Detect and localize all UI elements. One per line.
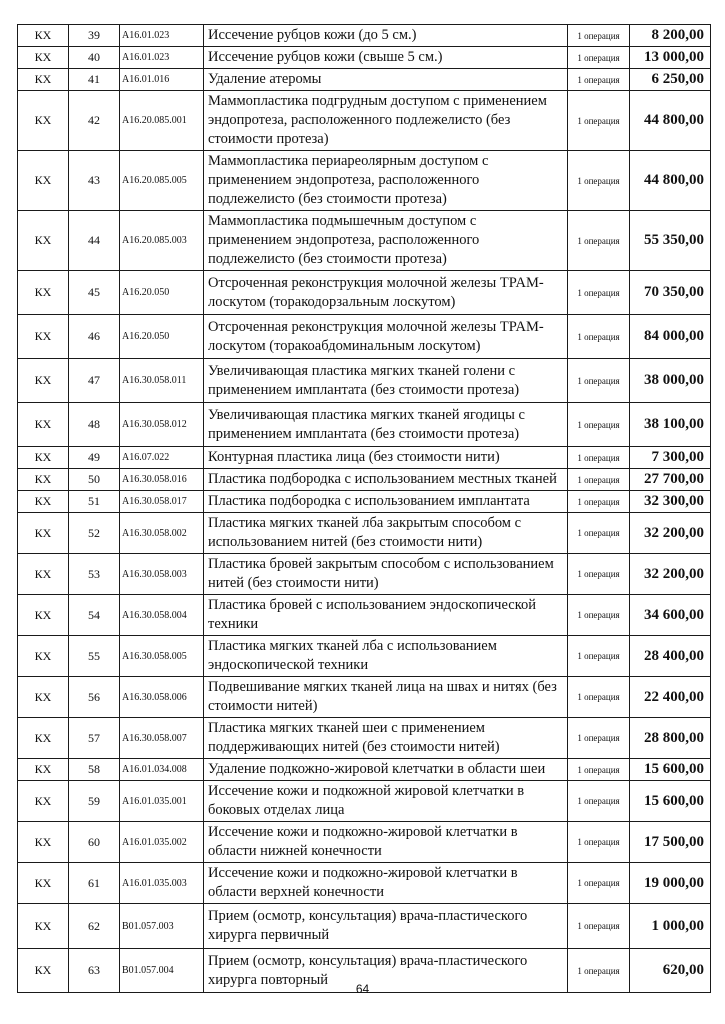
service-code-cell: A16.30.058.002 <box>120 513 204 554</box>
service-code-cell: A16.07.022 <box>120 447 204 469</box>
unit-cell: 1 операция <box>568 822 630 863</box>
unit-cell: 1 операция <box>568 359 630 403</box>
section-code-cell: КХ <box>18 271 69 315</box>
service-code-cell: A16.01.023 <box>120 47 204 69</box>
table-row <box>18 554 711 595</box>
service-code-cell: A16.20.050 <box>120 271 204 315</box>
section-code-cell: КХ <box>18 359 69 403</box>
section-code-cell: КХ <box>18 677 69 718</box>
section-code-cell: КХ <box>18 718 69 759</box>
price-cell: 70 350,00 <box>630 271 711 315</box>
unit-cell: 1 операция <box>568 211 630 271</box>
unit-cell: 1 операция <box>568 759 630 781</box>
service-code-cell: A16.01.016 <box>120 69 204 91</box>
table-row <box>18 25 711 47</box>
section-code-cell: КХ <box>18 759 69 781</box>
service-code-cell: A16.30.058.006 <box>120 677 204 718</box>
unit-cell: 1 операция <box>568 904 630 949</box>
unit-cell: 1 операция <box>568 403 630 447</box>
price-cell: 32 200,00 <box>630 513 711 554</box>
section-code-cell: КХ <box>18 636 69 677</box>
service-code-cell: A16.30.058.016 <box>120 469 204 491</box>
service-name-cell: Иссечение кожи и подкожной жировой клетчатки в боковых отделах лица <box>204 781 568 822</box>
service-code-cell: A16.01.035.002 <box>120 822 204 863</box>
row-number-cell: 44 <box>69 211 120 271</box>
service-code-cell: A16.30.058.012 <box>120 403 204 447</box>
row-number-cell: 58 <box>69 759 120 781</box>
section-code-cell: КХ <box>18 513 69 554</box>
unit-cell: 1 операция <box>568 271 630 315</box>
price-cell: 55 350,00 <box>630 211 711 271</box>
row-number-cell: 39 <box>69 25 120 47</box>
price-cell: 17 500,00 <box>630 822 711 863</box>
row-number-cell: 62 <box>69 904 120 949</box>
price-cell: 32 300,00 <box>630 491 711 513</box>
row-number-cell: 50 <box>69 469 120 491</box>
table-row <box>18 69 711 91</box>
price-cell: 15 600,00 <box>630 781 711 822</box>
price-list-sheet <box>17 24 710 993</box>
service-code-cell: A16.20.085.001 <box>120 91 204 151</box>
table-row <box>18 271 711 315</box>
table-row <box>18 636 711 677</box>
price-cell: 84 000,00 <box>630 315 711 359</box>
service-name-cell: Прием (осмотр, консультация) врача-пластического хирурга повторный <box>204 949 568 993</box>
service-name-cell: Отсроченная реконструкция молочной железы TPAM-лоскутом (торакоабдоминальным лоскутом) <box>204 315 568 359</box>
service-name-cell: Отсроченная реконструкция молочной железы TPAM-лоскутом (торакодорзальным лоскутом) <box>204 271 568 315</box>
unit-cell: 1 операция <box>568 781 630 822</box>
service-name-cell: Увеличивающая пластика мягких тканей голени с применением имплантата (без стоимости протеза) <box>204 359 568 403</box>
table-row <box>18 718 711 759</box>
service-code-cell: A16.20.085.003 <box>120 211 204 271</box>
section-code-cell: КХ <box>18 822 69 863</box>
service-name-cell: Пластика мягких тканей шеи с применением поддерживающих нитей (без стоимости нитей) <box>204 718 568 759</box>
row-number-cell: 53 <box>69 554 120 595</box>
page-number: 64 <box>355 982 370 996</box>
row-number-cell: 60 <box>69 822 120 863</box>
table-row <box>18 447 711 469</box>
row-number-cell: 61 <box>69 863 120 904</box>
price-cell: 7 300,00 <box>630 447 711 469</box>
price-cell: 19 000,00 <box>630 863 711 904</box>
unit-cell: 1 операция <box>568 491 630 513</box>
service-name-cell: Пластика подбородка с использованием местных тканей <box>204 469 568 491</box>
service-name-cell: Иссечение рубцов кожи (до 5 см.) <box>204 25 568 47</box>
section-code-cell: КХ <box>18 47 69 69</box>
service-name-cell: Пластика мягких тканей лба с использованием эндоскопической техники <box>204 636 568 677</box>
price-cell: 6 250,00 <box>630 69 711 91</box>
table-row <box>18 151 711 211</box>
unit-cell: 1 операция <box>568 91 630 151</box>
service-name-cell: Иссечение рубцов кожи (свыше 5 см.) <box>204 47 568 69</box>
unit-cell: 1 операция <box>568 447 630 469</box>
price-cell: 27 700,00 <box>630 469 711 491</box>
service-name-cell: Пластика мягких тканей лба закрытым способом с использованием нитей (без стоимости нити) <box>204 513 568 554</box>
unit-cell: 1 операция <box>568 595 630 636</box>
table-row <box>18 677 711 718</box>
service-code-cell: A16.20.085.005 <box>120 151 204 211</box>
row-number-cell: 54 <box>69 595 120 636</box>
table-row <box>18 47 711 69</box>
table-row <box>18 904 711 949</box>
service-code-cell: A16.01.035.003 <box>120 863 204 904</box>
row-number-cell: 56 <box>69 677 120 718</box>
service-code-cell: B01.057.004 <box>120 949 204 993</box>
row-number-cell: 52 <box>69 513 120 554</box>
section-code-cell: КХ <box>18 403 69 447</box>
row-number-cell: 46 <box>69 315 120 359</box>
price-cell: 1 000,00 <box>630 904 711 949</box>
row-number-cell: 51 <box>69 491 120 513</box>
unit-cell: 1 операция <box>568 151 630 211</box>
service-code-cell: A16.01.023 <box>120 25 204 47</box>
table-row <box>18 781 711 822</box>
service-name-cell: Увеличивающая пластика мягких тканей ягодицы с применением имплантата (без стоимости протеза) <box>204 403 568 447</box>
service-name-cell: Иссечение кожи и подкожно-жировой клетчатки в области нижней конечности <box>204 822 568 863</box>
table-row <box>18 91 711 151</box>
service-code-cell: A16.30.058.007 <box>120 718 204 759</box>
section-code-cell: КХ <box>18 491 69 513</box>
unit-cell: 1 операция <box>568 949 630 993</box>
price-cell: 28 800,00 <box>630 718 711 759</box>
row-number-cell: 41 <box>69 69 120 91</box>
service-code-cell: A16.01.035.001 <box>120 781 204 822</box>
unit-cell: 1 операция <box>568 863 630 904</box>
price-cell: 38 100,00 <box>630 403 711 447</box>
table-row <box>18 822 711 863</box>
service-name-cell: Маммопластика подмышечным доступом с применением эндопротеза, расположенного подлежелисто (без стоимости протеза) <box>204 211 568 271</box>
unit-cell: 1 операция <box>568 554 630 595</box>
unit-cell: 1 операция <box>568 469 630 491</box>
section-code-cell: КХ <box>18 949 69 993</box>
service-code-cell: B01.057.003 <box>120 904 204 949</box>
service-name-cell: Пластика бровей с использованием эндоскопической техники <box>204 595 568 636</box>
service-name-cell: Удаление атеромы <box>204 69 568 91</box>
price-cell: 8 200,00 <box>630 25 711 47</box>
service-name-cell: Маммопластика подгрудным доступом с применением эндопротеза, расположенного подлежелисто (без стоимости протеза) <box>204 91 568 151</box>
price-cell: 620,00 <box>630 949 711 993</box>
row-number-cell: 59 <box>69 781 120 822</box>
row-number-cell: 49 <box>69 447 120 469</box>
service-name-cell: Подвешивание мягких тканей лица на швах и нитях (без стоимости нитей) <box>204 677 568 718</box>
price-cell: 44 800,00 <box>630 151 711 211</box>
price-cell: 44 800,00 <box>630 91 711 151</box>
row-number-cell: 63 <box>69 949 120 993</box>
table-row <box>18 403 711 447</box>
table-row <box>18 595 711 636</box>
section-code-cell: КХ <box>18 863 69 904</box>
section-code-cell: КХ <box>18 69 69 91</box>
service-code-cell: A16.20.050 <box>120 315 204 359</box>
section-code-cell: КХ <box>18 781 69 822</box>
service-name-cell: Иссечение кожи и подкожно-жировой клетчатки в области верхней конечности <box>204 863 568 904</box>
table-row <box>18 211 711 271</box>
row-number-cell: 40 <box>69 47 120 69</box>
section-code-cell: КХ <box>18 211 69 271</box>
service-name-cell: Удаление подкожно-жировой клетчатки в области шеи <box>204 759 568 781</box>
row-number-cell: 47 <box>69 359 120 403</box>
service-name-cell: Пластика бровей закрытым способом с использованием нитей (без стоимости нити) <box>204 554 568 595</box>
table-row <box>18 513 711 554</box>
service-name-cell: Маммопластика периареолярным доступом с применением эндопротеза, расположенного подлежелисто (без стоимости протеза) <box>204 151 568 211</box>
table-row <box>18 759 711 781</box>
service-code-cell: A16.30.058.011 <box>120 359 204 403</box>
section-code-cell: КХ <box>18 554 69 595</box>
service-code-cell: A16.30.058.017 <box>120 491 204 513</box>
price-table-body <box>18 25 711 993</box>
table-row <box>18 469 711 491</box>
row-number-cell: 42 <box>69 91 120 151</box>
unit-cell: 1 операция <box>568 677 630 718</box>
unit-cell: 1 операция <box>568 315 630 359</box>
price-cell: 28 400,00 <box>630 636 711 677</box>
unit-cell: 1 операция <box>568 69 630 91</box>
row-number-cell: 43 <box>69 151 120 211</box>
section-code-cell: КХ <box>18 447 69 469</box>
service-code-cell: A16.30.058.004 <box>120 595 204 636</box>
section-code-cell: КХ <box>18 25 69 47</box>
section-code-cell: КХ <box>18 315 69 359</box>
row-number-cell: 48 <box>69 403 120 447</box>
row-number-cell: 45 <box>69 271 120 315</box>
section-code-cell: КХ <box>18 469 69 491</box>
table-row <box>18 359 711 403</box>
price-cell: 13 000,00 <box>630 47 711 69</box>
price-cell: 34 600,00 <box>630 595 711 636</box>
price-cell: 22 400,00 <box>630 677 711 718</box>
price-cell: 32 200,00 <box>630 554 711 595</box>
table-row <box>18 315 711 359</box>
section-code-cell: КХ <box>18 151 69 211</box>
service-name-cell: Пластика подбородка с использованием имплантата <box>204 491 568 513</box>
unit-cell: 1 операция <box>568 513 630 554</box>
section-code-cell: КХ <box>18 91 69 151</box>
price-cell: 15 600,00 <box>630 759 711 781</box>
service-name-cell: Контурная пластика лица (без стоимости нити) <box>204 447 568 469</box>
unit-cell: 1 операция <box>568 718 630 759</box>
row-number-cell: 57 <box>69 718 120 759</box>
service-code-cell: A16.30.058.003 <box>120 554 204 595</box>
service-code-cell: A16.01.034.008 <box>120 759 204 781</box>
row-number-cell: 55 <box>69 636 120 677</box>
table-row <box>18 491 711 513</box>
table-row <box>18 863 711 904</box>
price-table <box>17 24 711 993</box>
service-name-cell: Прием (осмотр, консультация) врача-пластического хирурга первичный <box>204 904 568 949</box>
unit-cell: 1 операция <box>568 25 630 47</box>
unit-cell: 1 операция <box>568 47 630 69</box>
price-cell: 38 000,00 <box>630 359 711 403</box>
section-code-cell: КХ <box>18 904 69 949</box>
unit-cell: 1 операция <box>568 636 630 677</box>
section-code-cell: КХ <box>18 595 69 636</box>
service-code-cell: A16.30.058.005 <box>120 636 204 677</box>
